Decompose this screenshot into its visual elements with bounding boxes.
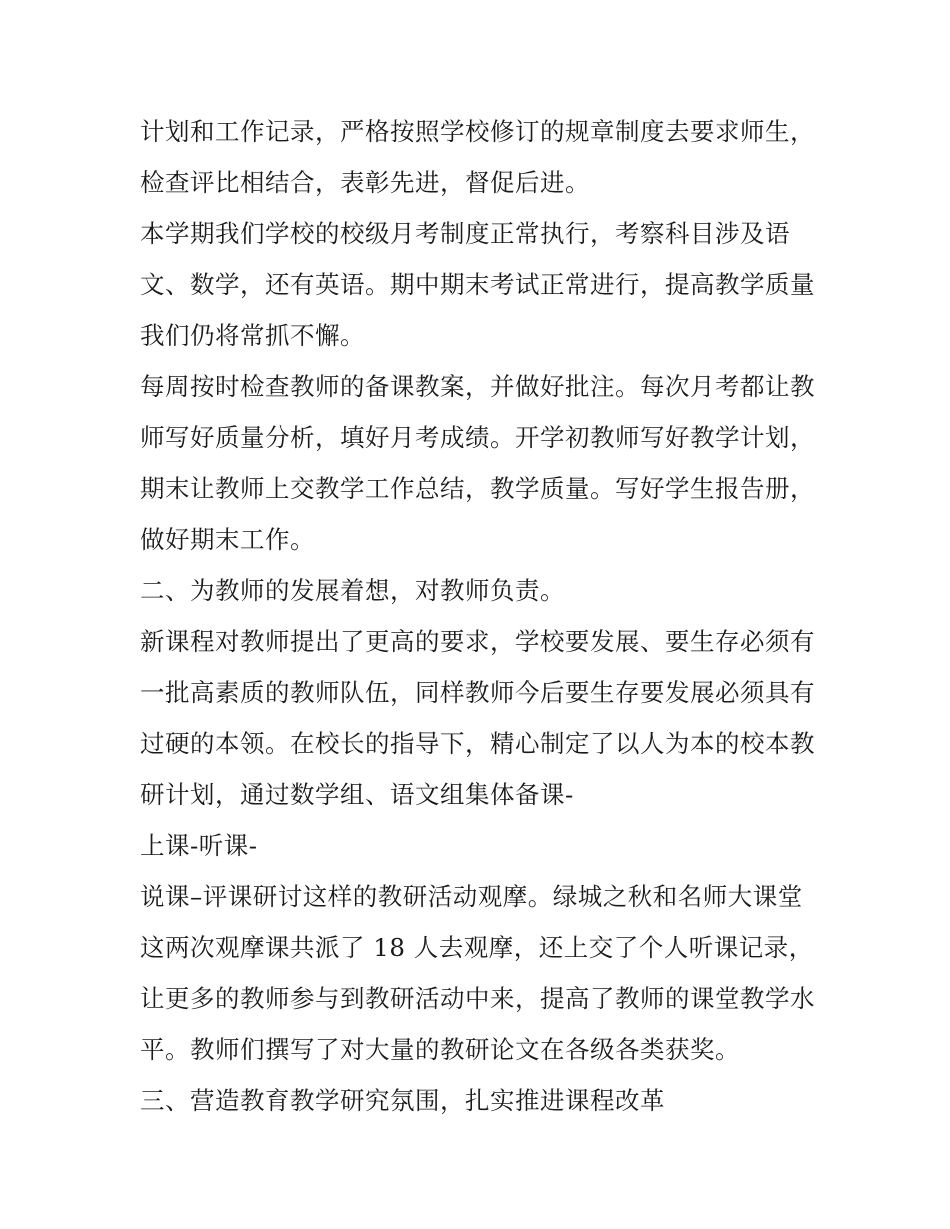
document-body xyxy=(140,106,820,1126)
text-line: 一批高素质的教师队伍，同样教师今后要生存要发展必须具有 xyxy=(140,678,815,707)
text-line: 平。教师们撰写了对大量的教研论文在各级各类获奖。 xyxy=(140,1035,740,1064)
text-line: 让更多的教师参与到教研活动中来，提高了教师的课堂教学水 xyxy=(140,984,815,1013)
text-line: 文、数学，还有英语。期中期末考试正常进行，提高教学质量 xyxy=(140,270,815,299)
text-line: 过硬的本领。在校长的指导下，精心制定了以人为本的校本教 xyxy=(140,729,815,758)
section-heading: 二、为教师的发展着想，对教师负责。 xyxy=(140,576,565,605)
text-line: 我们仍将常抓不懈。 xyxy=(140,321,365,350)
text-line: 本学期我们学校的校级月考制度正常执行，考察科目涉及语 xyxy=(140,219,790,248)
text-line: 检查评比相结合，表彰先进，督促后进。 xyxy=(140,168,590,197)
text-line: 每周按时检查教师的备课教案，并做好批注。每次月考都让教 xyxy=(140,372,815,401)
text-line: 说课–评课研讨这样的教研活动观摩。绿城之秋和名师大课堂 xyxy=(140,882,803,911)
text-line: 师写好质量分析，填好月考成绩。开学初教师写好教学计划， xyxy=(140,423,815,452)
text-line: 上课-听课- xyxy=(140,831,258,860)
text-line: 研计划，通过数学组、语文组集体备课- xyxy=(140,780,574,809)
text-line: 新课程对教师提出了更高的要求，学校要发展、要生存必须有 xyxy=(140,627,815,656)
text-line: 做好期末工作。 xyxy=(140,525,315,554)
section-heading: 三、营造教育教学研究氛围，扎实推进课程改革 xyxy=(140,1086,665,1115)
text-line: 这两次观摩课共派了 18 人去观摩，还上交了个人听课记录， xyxy=(140,933,814,962)
text-line: 计划和工作记录，严格按照学校修订的规章制度去要求师生， xyxy=(140,117,815,146)
text-line: 期末让教师上交教学工作总结，教学质量。写好学生报告册， xyxy=(140,474,815,503)
